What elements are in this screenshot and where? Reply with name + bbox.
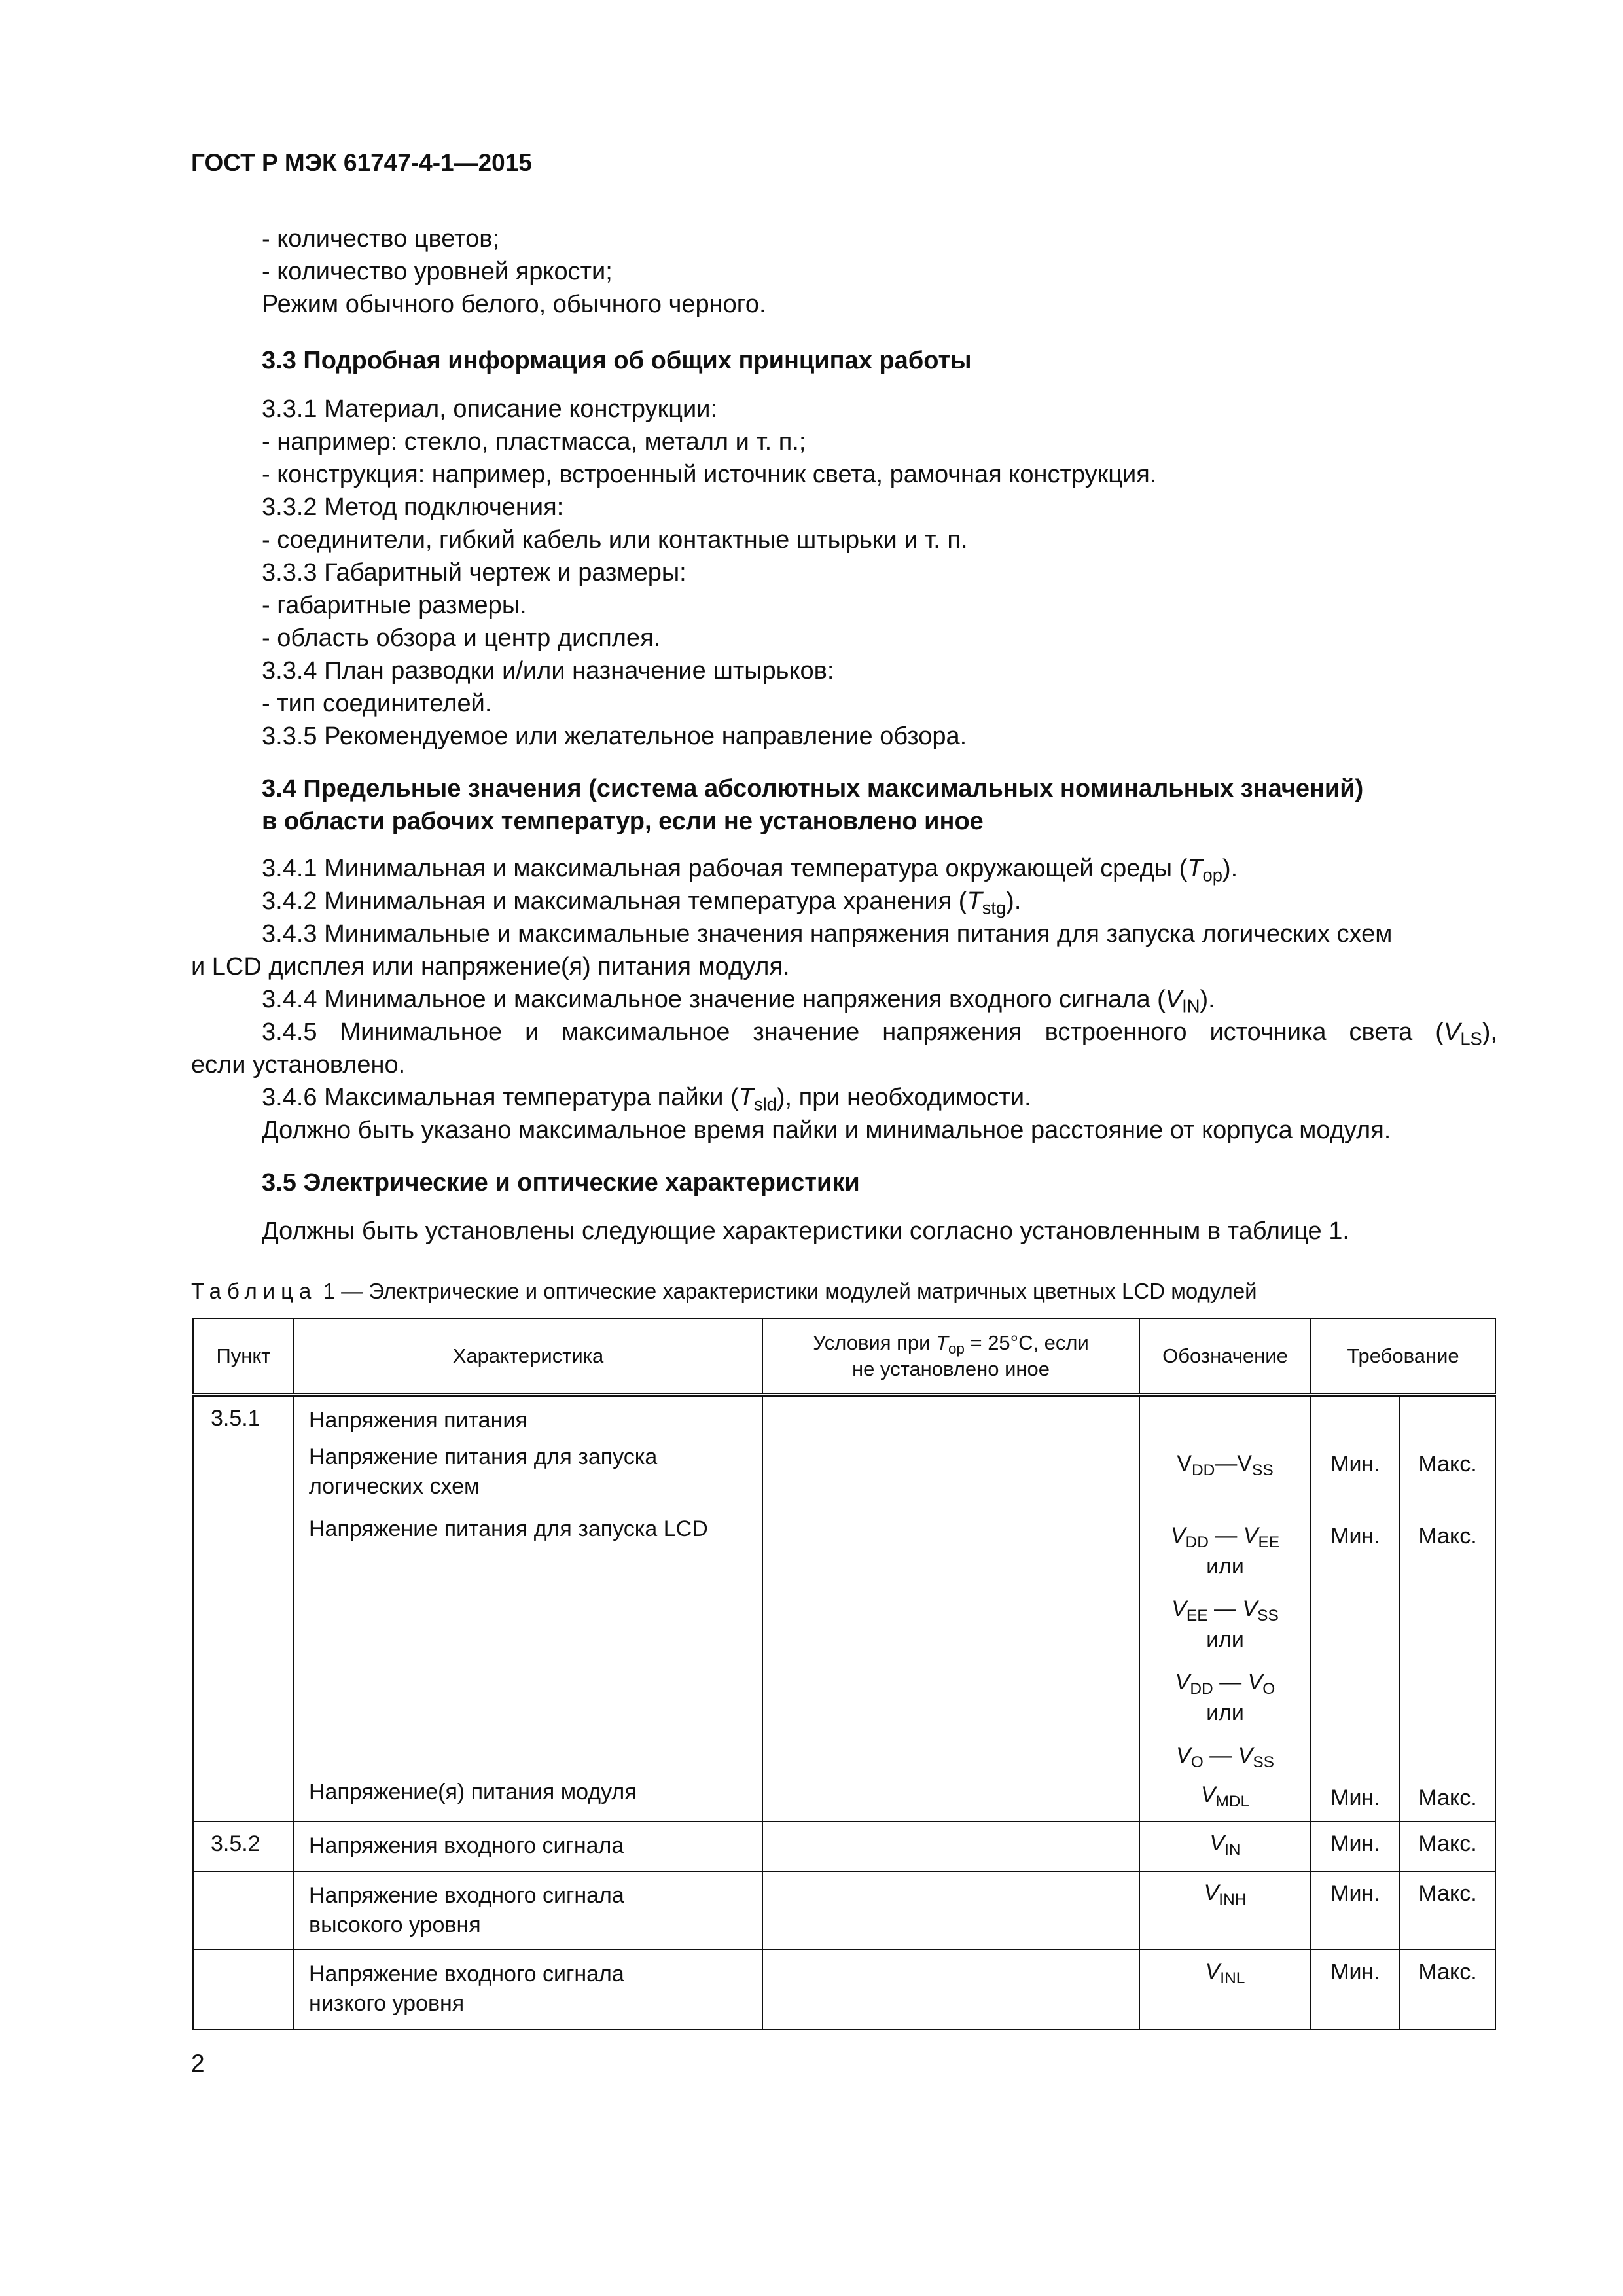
paragraph: 3.3.5 Рекомендуемое или желательное направление обзора. [262,723,967,750]
row-designation: $V_{INL}$ [1139,1950,1311,2030]
row-conditions [762,1395,1139,1821]
paragraph: 3.3.4 План разводки и/или назначение штырьков: [262,657,834,685]
row-conditions [762,1821,1139,1871]
col-header-requirement: Требование [1311,1319,1495,1395]
row-designation: $V_{INH}$ [1139,1871,1311,1950]
col-header-conditions: Условия при $T_{op} = 25^\circ C$, если не установлено иное [762,1319,1139,1395]
row-characteristic: Напряжение входного сигнала низкого уровня [294,1950,762,2030]
col-header-characteristic: Характеристика [294,1319,762,1395]
paragraph: 3.3.2 Метод подключения: [262,493,564,521]
table-header-row [193,1319,1495,1395]
paragraph: если установлено. [191,1051,406,1079]
row-max: Макс. [1400,1950,1495,2030]
paragraph: 3.4.3 Минимальные и максимальные значения напряжения питания для запуска логических схем [262,920,1393,948]
paragraph: 3.4.6 Максимальная температура пайки $(T_{sld})$, при необходимости. [262,1084,1031,1115]
row-designation: $V_{DD}—V_{SS}$ $V_{DD}$ — $V_{EE}$ или $V_{EE}$ — $V_{SS}$ или $V_{DD}$ — $V_O$ или $V_O$ — $V_{SS}$ $V_{MDL}$ [1139,1395,1311,1821]
col-header-designation: Обозначение [1139,1319,1311,1395]
section-heading-3-5: 3.5 Электрические и оптические характеристики [262,1169,860,1196]
list-item: - например: стекло, пластмасса, металл и т. п.; [262,428,806,456]
list-item: - область обзора и центр дисплея. [262,624,661,652]
list-item: - количество цветов; [262,225,500,253]
paragraph: 3.4.5 Минимальное и максимальное значение напряжения встроенного источника света $(V_{LS})$, [262,1018,1497,1049]
paragraph: Должны быть установлены следующие характеристики согласно установленным в таблице 1. [262,1217,1349,1245]
row-min: Мин. [1311,1950,1400,2030]
paragraph: Должно быть указано максимальное время пайки и минимальное расстояние от корпуса модуля. [262,1117,1391,1144]
table-row [193,1950,1495,2030]
row-item-number: 3.5.1 [193,1395,294,1821]
row-designation: $V_{IN}$ [1139,1821,1311,1871]
list-item: - габаритные размеры. [262,592,527,619]
row-max: Макс. Макс. Макс. [1400,1395,1495,1821]
row-item-number: 3.5.2 [193,1821,294,1871]
row-min: Мин. [1311,1821,1400,1871]
row-conditions [762,1871,1139,1950]
row-item-number [193,1950,294,2030]
table-row [193,1395,1495,1821]
table-row [193,1821,1495,1871]
list-item: - соединители, гибкий кабель или контактные штырьки и т. п. [262,526,968,554]
page-number: 2 [191,2050,205,2077]
paragraph: 3.4.1 Минимальная и максимальная рабочая температура окружающей среды $(T_{op})$. [262,855,1238,886]
row-characteristic: Напряжения входного сигнала [294,1821,762,1871]
paragraph: 3.4.4 Минимальное и максимальное значение напряжения входного сигнала $(V_{IN})$. [262,986,1215,1016]
row-item-number [193,1871,294,1950]
col-header-item: Пункт [193,1319,294,1395]
list-item: - количество уровней яркости; [262,258,613,285]
table-caption: Таблица 1 — Электрические и оптические характеристики модулей матричных цветных LCD модулей [191,1279,1257,1303]
paragraph: 3.3.3 Габаритный чертеж и размеры: [262,559,687,586]
paragraph: и LCD дисплея или напряжение(я) питания модуля. [191,953,790,980]
row-max: Макс. [1400,1821,1495,1871]
row-characteristic: Напряжения питания Напряжение питания для запуска логических схем Напряжение питания для запуска LCD Напряжение(я) питания модуля [294,1395,762,1821]
document-code-header: ГОСТ Р МЭК 61747-4-1—2015 [191,149,532,176]
paragraph: 3.3.1 Материал, описание конструкции: [262,395,718,423]
row-conditions [762,1950,1139,2030]
list-item: - тип соединителей. [262,690,492,717]
section-heading-3-3: 3.3 Подробная информация об общих принципах работы [262,347,972,374]
table-row [193,1871,1495,1950]
row-min: Мин. Мин. Мин. [1311,1395,1400,1821]
row-min: Мин. [1311,1871,1400,1950]
characteristics-table [192,1318,1496,2030]
row-characteristic: Напряжение входного сигнала высокого уровня [294,1871,762,1950]
section-heading-3-4-cont: в области рабочих температур, если не установлено иное [262,808,984,835]
list-item: - конструкция: например, встроенный источник света, рамочная конструкция. [262,461,1157,488]
row-max: Макс. [1400,1871,1495,1950]
section-heading-3-4: 3.4 Предельные значения (система абсолютных максимальных номинальных значений) [262,775,1364,802]
paragraph: Режим обычного белого, обычного черного. [262,291,766,318]
paragraph: 3.4.2 Минимальная и максимальная температура хранения $(T_{stg})$. [262,888,1022,918]
